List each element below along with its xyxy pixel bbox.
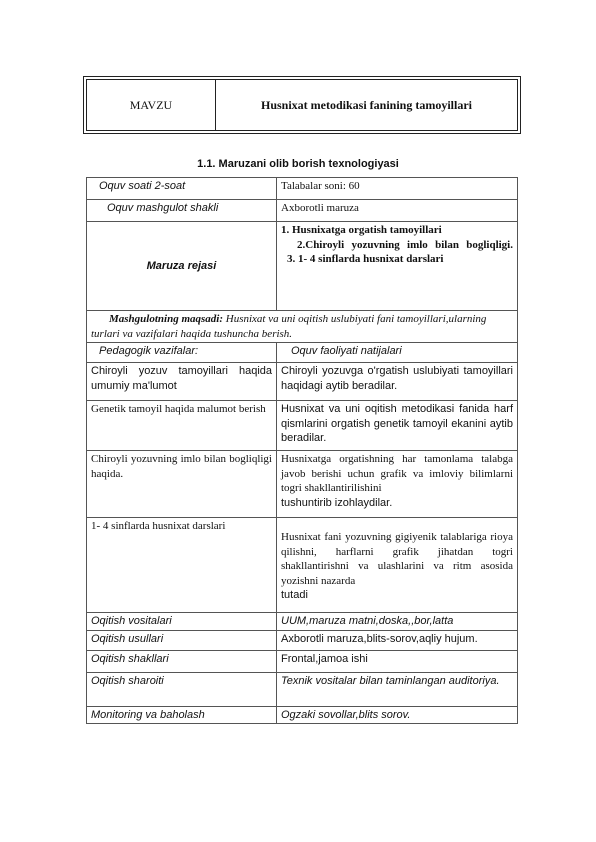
topic-title: Husnixat metodikasi fanining tamoyillari — [260, 97, 473, 112]
task-left: Chiroyli yozuv tamoyillari haqida umumiy ma'lumot — [87, 363, 277, 401]
task-right-end: tutadi — [281, 589, 308, 602]
table-row — [87, 672, 518, 706]
task-right: Chiroyli yozuvga o'rgatish uslubiyati tamoyillari haqidagi aytib beradilar. — [277, 363, 518, 401]
table-row — [87, 363, 518, 401]
plan-label — [87, 222, 277, 311]
plan-item: 1. Husnixatga orgatish tamoyillari — [281, 224, 442, 236]
task-right — [277, 451, 518, 518]
students-count: Talabalar soni: 60 — [277, 178, 518, 200]
table-row — [87, 518, 518, 613]
section-title: 1.1. Maruzani olib borish texnologiyasi — [197, 158, 399, 170]
methods-value: Axborotli maruza,blits-sorov,aqliy hujum. — [277, 630, 518, 650]
goal-text: Husnixat va uni oqitish uslubiyati fani tamoyillari,ularning turlari va vazifalari haqida tushuncha berish. — [91, 313, 487, 340]
form-value: Axborotli maruza — [277, 200, 518, 222]
forms-label: Oqitish shakllari — [87, 650, 277, 672]
means-label: Oqitish vositalari — [87, 613, 277, 631]
lesson-plan-table — [86, 177, 518, 724]
topic-label: MAVZU — [87, 80, 216, 130]
hours-label: Oquv soati 2-soat — [87, 178, 277, 200]
task-left: 1- 4 sinflarda husnixat darslari — [87, 518, 277, 613]
table-row — [87, 222, 518, 311]
monitoring-label: Monitoring va baholash — [87, 706, 277, 724]
goal-label: Mashgulotning maqsadi: — [109, 313, 224, 325]
table-row — [87, 650, 518, 672]
task-right: Husnixat va uni oqitish metodikasi fanida harf qismlarini orgatish genetik tamoyil ekanini aytib beradilar. — [277, 401, 518, 451]
table-row — [87, 451, 518, 518]
methods-label: Oqitish usullari — [87, 630, 277, 650]
table-row — [87, 178, 518, 200]
forms-value: Frontal,jamoa ishi — [277, 650, 518, 672]
task-left: Genetik tamoyil haqida malumot berish — [87, 401, 277, 451]
means-value: UUM,maruza matni,doska,,bor,latta — [277, 613, 518, 631]
form-label: Oquv mashgulot shakli — [87, 200, 277, 222]
conditions-value: Texnik vositalar bilan taminlangan auditoriya. — [277, 672, 518, 706]
topic-box — [86, 79, 518, 131]
table-row — [87, 613, 518, 631]
table-row — [87, 401, 518, 451]
task-left: Chiroyli yozuvning imlo bilan bogliqligi haqida. — [87, 451, 277, 518]
monitoring-value: Ogzaki sovollar,blits sorov. — [277, 706, 518, 724]
table-row — [87, 200, 518, 222]
plan-label-text: Maruza rejasi — [146, 259, 217, 272]
tasks-header-right: Oquv faoliyati natijalari — [277, 343, 518, 363]
table-row — [87, 630, 518, 650]
table-row — [87, 311, 518, 343]
plan-items — [277, 222, 518, 311]
table-row — [87, 706, 518, 724]
conditions-label: Oqitish sharoiti — [87, 672, 277, 706]
plan-item: 3. 1- 4 sinflarda husnixat darslari — [287, 253, 444, 266]
task-right-main: Husnixatga orgatishning har tamonlama talabga javob berishi uchun grafik va imloviy bilimlarni togri shakllantirilishini — [281, 453, 513, 495]
task-right — [277, 518, 518, 613]
plan-item: 2.Chiroyli yozuvning imlo bilan bogliqligi. — [297, 238, 513, 251]
table-row — [87, 343, 518, 363]
task-right-end: tushuntirib izohlaydilar. — [281, 496, 393, 509]
goal-cell — [87, 311, 518, 343]
task-right-main: Husnixat fani yozuvning gigiyenik talablariga rioya qilishni, harflarni grafik jihatdan togri shakllantirishni va ulashlarini va ritm asosida yozishni nazarda — [281, 531, 513, 587]
tasks-header-left: Pedagogik vazifalar: — [87, 343, 277, 363]
